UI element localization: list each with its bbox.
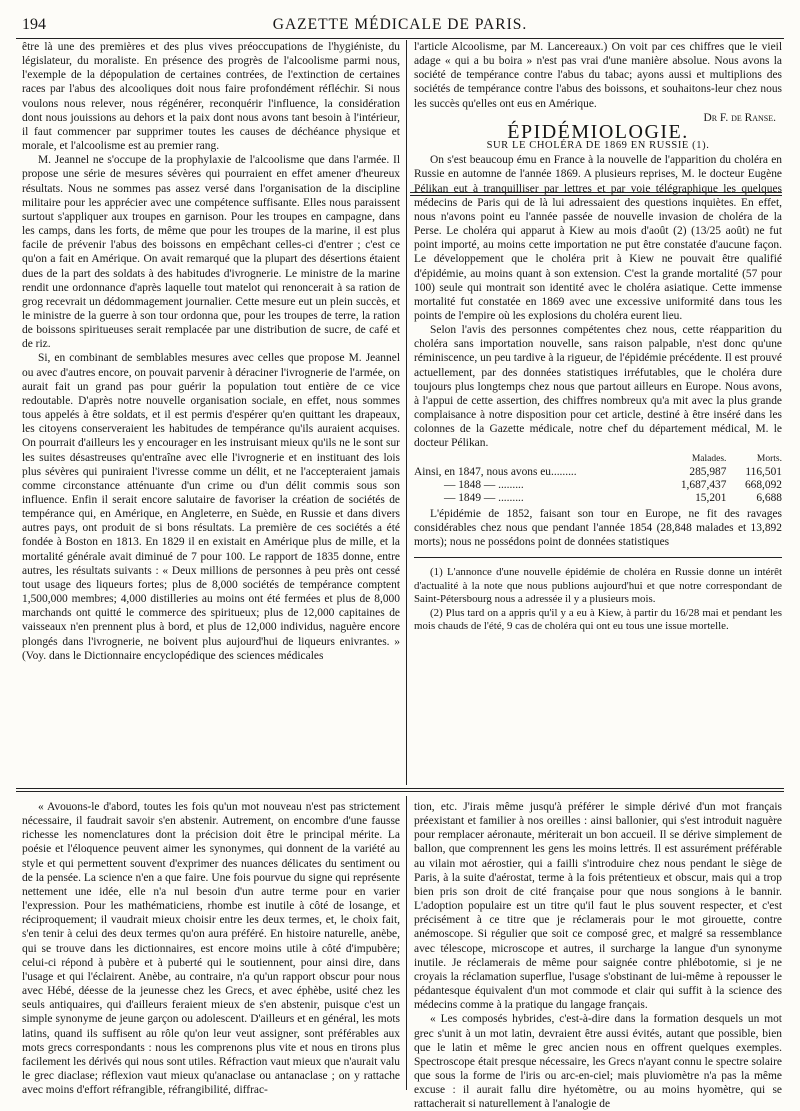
bottom-right-paragraph-1: tion, etc. J'irais même jusqu'à préférer le simple dérivé d'un mot français préexistant et familier à nos oreilles : ainsi ballonier, qui s'est introduit naguère pour remplacer aéronaute, mériterait un bon accueil. Il se dérive simplement de ballon, que comprennent les gens les moins lettrés. Il est assurément préférable au vilain mot aérostier, qui a failli s'introduire chez nous pendant le siège de Paris, à la suite d'aérostat, terme à la fois prétentieux et obscur, mais qui a trop bien pris son droit de cité française pour que nous songions à le bannir. L'adoption populaire est un titre qu'il faut le plus souvent respecter, et c'est précisément à ce titre que je réclamerais pour le mot girouette, contre anémoscope. Si régulier que soit ce composé grec, et malgré sa ressemblance avec télescope, microscope et autres, il surcharge la langue d'un synonyme inutile. Je réclamerais de même pour saignée contre phlébotomie, si je ne croyais la réclamation superflue, l'usage s'obstinant de lui-même à repousser le pédantesque équivalent d'un mot commode et clair qui suffit à la science des médecins comme à la pratique du langage français. [414,801,782,1012]
row-morts: 116,501 [745,465,782,478]
page-number: 194 [22,16,46,33]
column-divider-upper [406,40,407,785]
col-malades-header: Malades. [691,453,727,464]
col-morts-header: Morts. [756,453,782,464]
left-column [22,40,400,780]
header-rule [16,38,784,39]
row-label: — 1848 — ......... [444,478,524,491]
right-intro-paragraph: l'article Alcoolisme, par M. Lancereaux.) On voit par ces chiffres que le vieil adage « qui a bu boira » n'est pas vrai d'une manière absolue. Nous avons la société de tempérance contre l'abus du tabac; ayons aussi et multiplions des sociétés de tempérance contre l'abus des boissons, et souhaitons-leur chez nous les succès qu'elles ont eus en Amérique. [414,41,782,110]
row-label: — 1849 — ......... [444,491,524,504]
table-row [414,479,782,492]
left-paragraph-3: Si, en combinant de semblables mesures avec celles que propose M. Jeannel ou avec d'autres encore, on pouvait parvenir à déraciner l'ivrognerie de l'armée, on aurait fait un grand pas pour guérir la population tout entière de ce vice redoutable. D'après notre nouvelle organisation sociale, en effet, nous sommes tous appelés à être soldats, et il est permis d'espérer qu'en quittant les drapeaux, les citoyens conserveraient les habitudes de tempérance qu'ils auraient acquises. On pourrait d'ailleurs les y encourager en les instruisant mieux qu'ils ne le sont sur les suites désastreuses qu'entraîne avec elle l'ivrognerie et en instituant des lois plus sévères qui puniraient l'ivresse comme un délit, et ne l'accepteraient jamais comme circonstance atténuante d'un crime ou d'un délit commis sous son influence. Enfin il serait encore salutaire de favoriser la création de sociétés de tempérance qui, en Amérique, en Angleterre, en Suède, en Russie et dans divers autres pays, ont produit de si bons résultats. La première de ces sociétés a été fondée à Boston en 1813. En 1829 il en existait en Amérique plus de mille, et la mortalité générale avait diminué de 7 pour 100. Le rapport de 1835 donne, entre autres, les résultats suivants : « Deux millions de personnes à peu près ont cessé tout usage des liqueurs fortes; plus de 8,000 sociétés de tempérance comptent 1,500,000 membres; 4,000 distilleries au moins ont été fermées et plus de 8,000 marchands ont quitté le commerce des spiritueux; plus de 12,000 capitaines de vaisseaux n'en prennent plus à bord, et plus de 12,000 individus, naguère encore plongés dans l'ivrognerie, ne boivent plus aujourd'hui de liqueurs enivrantes. » (Voy. dans le Dictionnaire encyclopédique des sciences médicales [22,352,400,662]
bottom-left-paragraph-1: « Avouons-le d'abord, toutes les fois qu'un mot nouveau n'est pas strictement nécessaire, il faudrait savoir s'en abstenir. Autrement, on encombre d'une fausse richesse les nomenclatures dont la précision doit être le principal mérite. La poésie et l'éloquence peuvent aimer les synonymes, qui donnent de la variété au style et qui permettent souvent d'exprimer des nuances délicates du sentiment ou de la pensée. La science n'en a que faire. Une fois pourvue du signe qui représente nettement une idée, elle n'a nul besoin d'un autre terme pour en varier l'expression. Pour les mathématiciens, rhombe est inutile à côté de losange, et réciproquement; il vaudrait mieux choisir entre les deux termes, et, le choix fait, s'en tenir à celui des deux termes qu'on aura préféré. En histoire naturelle, anèbe, qui se trouve dans les dictionnaires, est encore moins utile à côté d'impubère; celui-ci répond à pubère et à puberté qui le soutiennent, pour ainsi dire, dans l'usage et qui l'éclairent. Anèbe, au contraire, n'a qu'un rapport obscur pour nous avec Hébé, déesse de la jeunesse chez les Grecs, et avec éphèbe, usité chez les seuls antiquaires, qui d'ailleurs feraient mieux de s'en abstenir, puisque c'est un simple synonyme de jeune garçon ou adolescent. D'ailleurs et en général, les mots latins, quand ils suffisent au rôle qu'on leur veut assigner, sont préférables aux mots grecs correspondants : nous les comprenons plus vite et nous en tirons plus facilement les dérivés qui nous sont utiles. Réfraction vaut mieux que n'aurait valu le grec diaclase; réflexion vaut mieux qu'anaclase ou antanaclase ; on y rattache avec moins d'effort réfrangible, réfrangibilité, diffrac- [22,801,400,1097]
section-subtitle: SUR LE CHOLÉRA DE 1869 EN RUSSIE (1). [486,140,710,152]
bottom-left-column [22,800,400,1097]
journal-title: GAZETTE MÉDICALE DE PARIS. [272,16,528,33]
right-paragraph-1: On s'est beaucoup ému en France à la nouvelle de l'apparition du choléra en Russie en automne de l'année 1869. A plusieurs reprises, M. le docteur Eugène Pélikan eut à tranquilliser par lettres et par voie télégraphique les quelques médecins de Paris qui de là lui adressaient des questions inquiètes. En effet, nous n'avons point eu l'année passée de nouvelle invasion de choléra de la Perse. Le choléra qui apparut à Kiew au mois d'août (2) (13/25 août) ne fut point importé, au moins cette importation ne put être constatée d'aucune façon. Le développement que le choléra prit à Kiew ne pouvait être qualifié d'épidémie, au moins quant à son extension. C'est la grande mortalité (57 pour 100) seule qui montrait son identité avec le choléra asiatique. Cette immense mortalité fut constatée en 1869 avec une excessive uniformité dans tous les points de l'empire où les explosions du choléra eurent lieu. [414,154,782,322]
cholera-statistics-table [414,453,782,505]
bottom-right-column [414,800,782,1111]
table-row [414,466,782,479]
table-row [414,492,782,505]
row-malades: 285,987 [689,465,727,478]
section-title: ÉPIDÉMIOLOGIE. [507,120,689,143]
column-divider-lower [406,796,407,1090]
row-morts: 6,688 [756,491,782,504]
page-section-rule [16,788,784,789]
left-paragraph-1: être là une des premières et des plus vives préoccupations de l'hygiéniste, du législateur, du moraliste. En présence des progrès de l'alcoolisme parmi nous, l'exemple de la dépopulation de certaines contrées, de l'extinction de certaines races par l'abus des alcooliques doit nous faire profondément réfléchir. Si nous voulons nous relever, nous régénérer, reconquérir l'influence, la considération dont nous jouissions au dehors et la paix dont nous avons tant besoin à l'intérieur, il faut commencer par supprimer toutes les causes de déchéance physique et morale, et l'alcoolisme est au premier rang. [22,41,400,153]
row-morts: 668,092 [744,478,782,491]
left-paragraph-2: M. Jeannel ne s'occupe de la prophylaxie de l'alcoolisme que dans l'armée. Il propose une série de mesures sévères qui pourraient en effet amener d'heureux résultats. Nous ne sommes pas assez versé dans l'organisation de la discipline militaire pour les apprécier avec une compétence suffisante. Elles nous paraissent surtout s'appliquer aux troupes en garnison. Pour les troupes en campagne, dans les camps, dans les forts, de même que pour les troupes de la marine, il est plus facile de prévenir l'abus des boissons en empêchant celles-ci d'entrer ; c'est ce qu'on a fait en Amérique. On avait remarqué que la plupart des désertions étaient dues de la part des soldats à des habitudes d'ivrognerie. Le ministre de la marine rendit une ordonnance d'après laquelle tout matelot qui renoncerait à sa ration de grog recevrait un dédommagement journalier. Cette mesure eut un plein succès, et le ministre de la guerre à son tour ordonna que, pour les troupes de terre, la ration de boissons spiritueuses serait remplacée par une distribution de sucre, de café et de riz. [22,154,400,351]
row-malades: 1,687,437 [680,478,727,491]
row-label: Ainsi, en 1847, nous avons eu......... [414,465,577,478]
section-rule-top-double [410,195,782,196]
right-paragraph-after-table: L'épidémie de 1852, faisant son tour en Europe, ne fit des ravages considérables chez nous que pendant l'année 1854 (28,848 malades et 13,892 morts); nous ne possédons point de données statistiques [414,507,782,548]
page-section-rule-double [16,791,784,792]
right-paragraph-2: Selon l'avis des personnes compétentes chez nous, cette réapparition du choléra sans importation nouvelle, sans raison palpable, n'est donc qu'une réminiscence, un peu tardive à la rigueur, de l'épidémie précédente. Il est prouvé actuellement, par des données statistiques irréfutables, que le choléra dure toujours plus longtemps chez nous que partout ailleurs en Europe. Nous avons, à l'appui de cette assertion, des chiffres nombreux qu'a mit avec la plus grande complaisance à notre disposition pour cet article, destiné à être inséré dans les colonnes de la Gazette médicale, notre chef du département médical, M. le docteur Pélikan. [414,324,782,450]
signature-text: Dr F. de Ranse. [703,111,776,124]
footnote-2: (2) Plus tard on a appris qu'il y a eu à Kiew, à partir du 16/28 mai et pendant les mois chauds de l'été, 9 cas de choléra qui ont eu tous une issue mortelle. [414,606,782,633]
right-column [414,40,782,780]
section-rule-top [410,192,782,193]
footnotes [414,566,782,634]
footnote-1: (1) L'annonce d'une nouvelle épidémie de choléra en Russie donne un intérêt d'actualité à la note que nous publions aujourd'hui et que notre correspondant de Saint-Pétersbourg nous a adressée il y a plusieurs mois. [414,566,782,606]
table-header-row [414,453,782,466]
footnote-rule [414,557,782,558]
page-header [16,8,784,38]
bottom-right-paragraph-2: « Les composés hybrides, c'est-à-dire dans la formation desquels un mot grec s'unit à un mot latin, devraient être aussi évités, autant que possible, bien que le latin et même le grec ancien nous en offrent quelques exemples. Spectroscope était presque nécessaire, les Grecs n'ayant connu le spectre solaire que sous la forme de l'iris ou arc-en-ciel; mais pluviomètre n'a pas la même excuse : il aurait fallu dire hyétomètre, ou au moins hyomètre, qui se rattacherait si naturellement à l'analogie de [414,1013,782,1111]
row-malades: 15,201 [695,491,727,504]
